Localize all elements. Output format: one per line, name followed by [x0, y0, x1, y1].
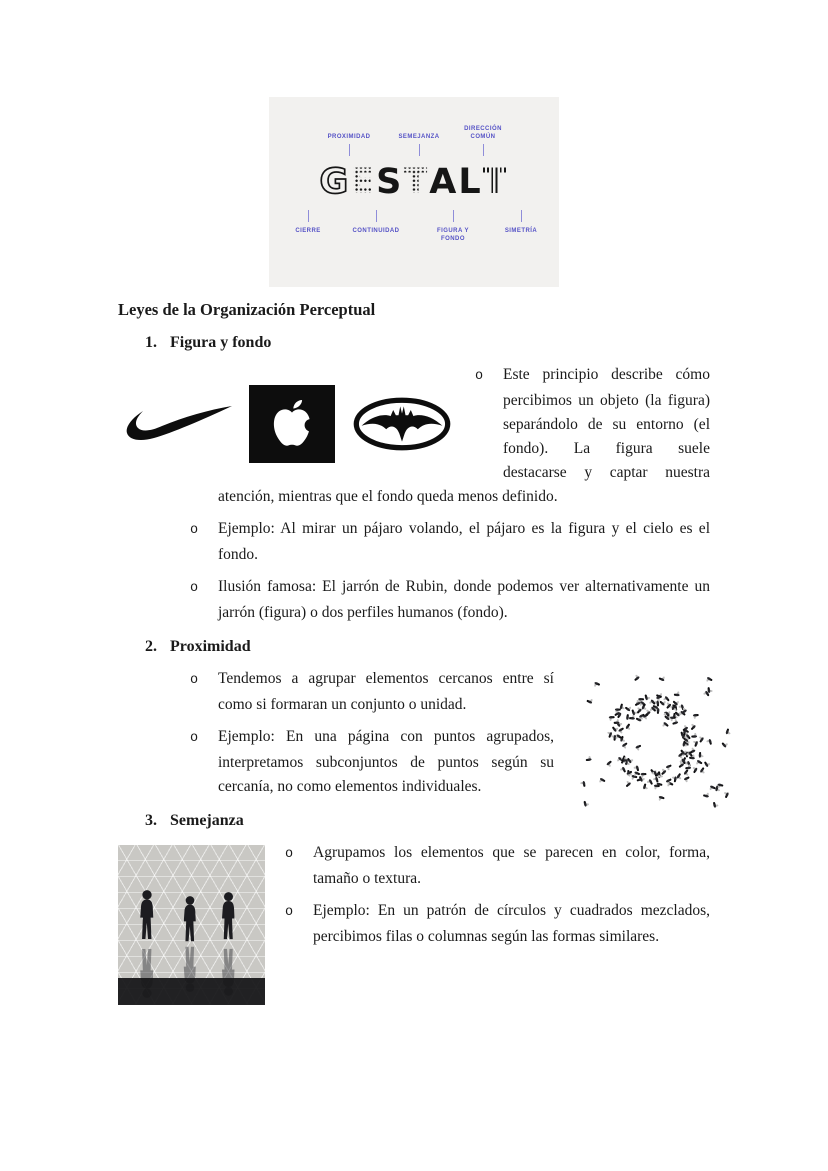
gestalt-label-simetria: SIMETRÍA [504, 228, 538, 234]
section-heading-label: Proximidad [170, 638, 251, 655]
apple-logo-icon [249, 385, 335, 463]
bullet-text: Ejemplo: En un patrón de círculos y cuadrados mezclados, percibimos filas o columnas según las formas similares. [313, 902, 710, 945]
silhouettes-image [118, 845, 265, 1005]
connector-line [483, 144, 484, 156]
letter-a: A [429, 162, 459, 202]
section-body-figura-y-fondo [118, 363, 710, 625]
bullet-text: Agrupamos los elementos que se parecen en color, forma, tamaño o textura. [313, 844, 710, 887]
gestalt-label-proximidad: PROXIMIDAD [327, 133, 371, 140]
bullet-marker: o [190, 731, 199, 746]
section-heading-proximidad [118, 635, 710, 659]
connector-line [308, 210, 309, 222]
bullet-marker: o [190, 523, 199, 538]
gestalt-label-cierre: CIERRE [295, 228, 321, 234]
section-body-semejanza [118, 841, 710, 1009]
bullet-text: Ejemplo: Al mirar un pájaro volando, el pájaro es la figura y el cielo es el fondo. [218, 520, 710, 563]
logos-image [118, 365, 460, 482]
section-number: 3. [145, 812, 157, 829]
apple-glyph [271, 397, 313, 451]
letter-e: E [350, 162, 377, 202]
section-heading-label: Figura y fondo [170, 334, 272, 351]
bullet-text: Tendemos a agrupar elementos cercanos entre sí como si formaran un conjunto o unidad. [218, 670, 554, 713]
gestalt-label-direccion-comun: DIRECCIÓN COMÚN [464, 125, 502, 140]
connector-line [453, 210, 454, 222]
connector-line [376, 210, 377, 222]
bullet-text: Ilusión famosa: El jarrón de Rubin, donde podemos ver alternativamente un jarrón (figura) o dos perfiles humanos (fondo). [218, 578, 710, 621]
section-body-proximidad [118, 667, 710, 799]
gestalt-label-semejanza: SEMEJANZA [398, 133, 440, 140]
section-number: 1. [145, 334, 157, 351]
batman-logo-icon [349, 395, 455, 453]
letter-g: G [319, 162, 351, 202]
bullet-marker: o [190, 673, 199, 688]
crowd-ring-image [566, 669, 734, 821]
section-heading-figura-y-fondo [118, 331, 710, 355]
gestalt-label-figura-y-fondo: FIGURA Y FONDO [437, 228, 469, 243]
bullet-marker: o [475, 369, 484, 384]
bullet-text: Ejemplo: En una página con puntos agrupados, interpretamos subconjuntos de puntos según su cercanía, no como elementos individuales. [218, 728, 554, 795]
page-title: Leyes de la Organización Perceptual [118, 300, 376, 319]
gestalt-banner-image [269, 97, 559, 287]
letter-s: S [376, 162, 404, 202]
bullet-marker: o [190, 581, 199, 596]
letter-t1: T [403, 162, 430, 202]
bullet-marker: o [285, 905, 294, 920]
connector-line [419, 144, 420, 156]
silhouette-figures [118, 845, 265, 1005]
connector-line [349, 144, 350, 156]
gestalt-word [269, 161, 559, 203]
section-heading-label: Semejanza [170, 812, 244, 829]
gestalt-label-continuidad: CONTINUIDAD [352, 228, 400, 234]
crowd-figures [566, 669, 734, 821]
letter-t2: T [482, 162, 509, 202]
section-number: 2. [145, 638, 157, 655]
bullet-item [118, 575, 710, 625]
bullet-item [118, 517, 710, 567]
nike-swoosh-icon [123, 404, 235, 444]
letter-l: L [458, 162, 483, 202]
bullet-text: Este principio describe cómo percibimos un objeto (la figura) separándolo de su entorno (el fondo). La figura suele destacarse y captar nuestra atención, mientras que el fondo queda menos definido. [218, 366, 710, 505]
connector-line [521, 210, 522, 222]
bullet-marker: o [285, 847, 294, 862]
